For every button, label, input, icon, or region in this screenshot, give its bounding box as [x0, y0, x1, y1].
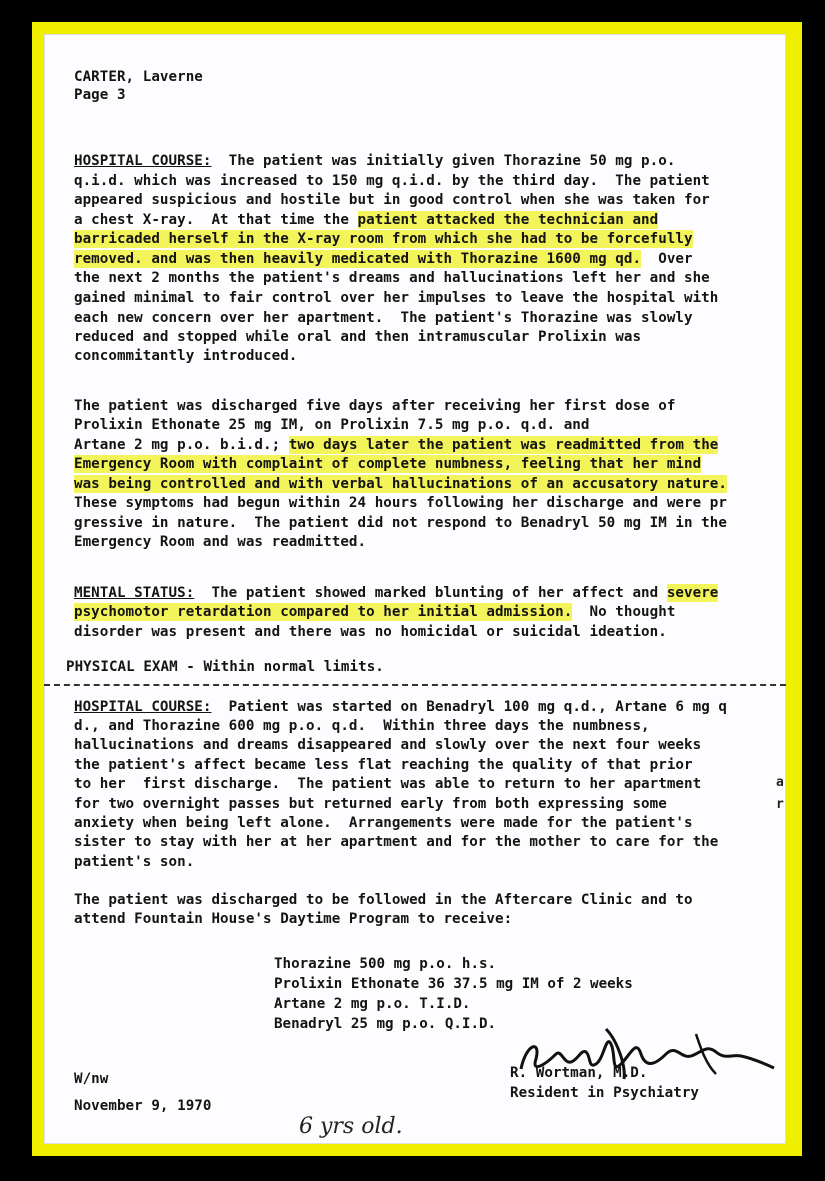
- margin-mark-a: a: [776, 775, 784, 790]
- section4-line-7: sister to stay with her at her apartment and for the mother to care for the: [74, 834, 719, 850]
- section3-line-1: psychomotor retardation compared to her initial admission. No thought: [74, 604, 676, 620]
- section2-line-4: was being controlled and with verbal hallucinations of an accusatory nature.: [74, 476, 727, 492]
- medication-item: Prolixin Ethonate 36 37.5 mg IM of 2 weeks: [274, 976, 633, 992]
- section3-line-0: MENTAL STATUS: The patient showed marked blunting of her affect and severe: [74, 585, 719, 601]
- section5-line-0: The patient was discharged to be followed in the Aftercare Clinic and to: [74, 892, 693, 908]
- section4-line-4: to her first discharge. The patient was able to return to her apartment: [74, 776, 702, 792]
- separator-line: [44, 684, 786, 688]
- section3-line-2: disorder was present and there was no homicidal or suicidal ideation.: [74, 624, 667, 640]
- medication-item: Artane 2 mg p.o. T.I.D.: [274, 996, 471, 1012]
- section2-line-6: gressive in nature. The patient did not respond to Benadryl 50 mg IM in the: [74, 515, 727, 531]
- section2-line-1: Prolixin Ethonate 25 mg IM, on Prolixin 7.5 mg p.o. q.d. and: [74, 417, 590, 433]
- section1-line-10: concommitantly introduced.: [74, 348, 298, 364]
- handwritten-note: 6 yrs old.: [299, 1114, 403, 1139]
- section1-line-4: [74, 231, 693, 247]
- section4-line-1: d., and Thorazine 600 mg p.o. q.d. Within three days the numbness,: [74, 718, 650, 734]
- section4-line-0: HOSPITAL COURSE: Patient was started on Benadryl 100 mg q.d., Artane 6 mg q: [74, 699, 727, 715]
- medication-item: Thorazine 500 mg p.o. h.s.: [274, 956, 497, 972]
- report-date: November 9, 1970: [74, 1098, 212, 1114]
- section1-line-1: q.i.d. which was increased to 150 mg q.i.d. by the third day. The patient: [74, 173, 710, 189]
- section1-line-7: gained minimal to fair control over her impulses to leave the hospital with: [74, 290, 719, 306]
- highlight-barricaded: barricaded herself in the X-ray room from which she had to be forcefully: [74, 231, 693, 247]
- section1-line-8: each new concern over her apartment. The patient's Thorazine was slowly: [74, 310, 693, 326]
- doctor-name: R. Wortman, M.D.: [510, 1065, 648, 1081]
- section1-line-2: appeared suspicious and hostile but in good control when she was taken for: [74, 192, 710, 208]
- physical-exam: PHYSICAL EXAM - Within normal limits.: [66, 659, 384, 675]
- section4-line-8: patient's son.: [74, 854, 195, 870]
- section1-line-5: removed. and was then heavily medicated with Thorazine 1600 mg qd. Over: [74, 251, 693, 267]
- section4-line-3: the patient's affect became less flat reaching the quality of that prior: [74, 757, 693, 773]
- section2-line-2: Artane 2 mg p.o. b.i.d.; two days later the patient was readmitted from the: [74, 437, 719, 453]
- patient-name: CARTER, Laverne: [74, 69, 203, 85]
- page-number: Page 3: [74, 87, 126, 103]
- section4-line-6: anxiety when being left alone. Arrangements were made for the patient's: [74, 815, 693, 831]
- medication-item: Benadryl 25 mg p.o. Q.I.D.: [274, 1016, 497, 1032]
- section2-line-7: Emergency Room and was readmitted.: [74, 534, 367, 550]
- typist-initials: W/nw: [74, 1071, 109, 1087]
- hospital-course-heading: HOSPITAL COURSE:: [74, 153, 212, 169]
- section2-line-0: The patient was discharged five days after receiving her first dose of: [74, 398, 676, 414]
- section1-line-6: the next 2 months the patient's dreams and hallucinations left her and she: [74, 270, 710, 286]
- section1-line-3: a chest X-ray. At that time the patient attacked the technician and: [74, 212, 659, 228]
- section2-line-3: Emergency Room with complaint of complete numbness, feeling that her mind: [74, 456, 702, 472]
- section4-line-2: hallucinations and dreams disappeared and slowly over the next four weeks: [74, 737, 702, 753]
- section2-line-5: These symptoms had begun within 24 hours following her discharge and were pr: [74, 495, 727, 511]
- section1-line-0: HOSPITAL COURSE: The patient was initially given Thorazine 50 mg p.o.: [74, 153, 676, 169]
- document-page: [44, 34, 786, 1144]
- section1-line-9: reduced and stopped while oral and then intramuscular Prolixin was: [74, 329, 642, 345]
- margin-mark-r: r: [776, 797, 784, 812]
- doctor-title: Resident in Psychiatry: [510, 1085, 700, 1101]
- section4-line-5: for two overnight passes but returned early from both expressing some: [74, 796, 667, 812]
- section5-line-1: attend Fountain House's Daytime Program to receive:: [74, 911, 513, 927]
